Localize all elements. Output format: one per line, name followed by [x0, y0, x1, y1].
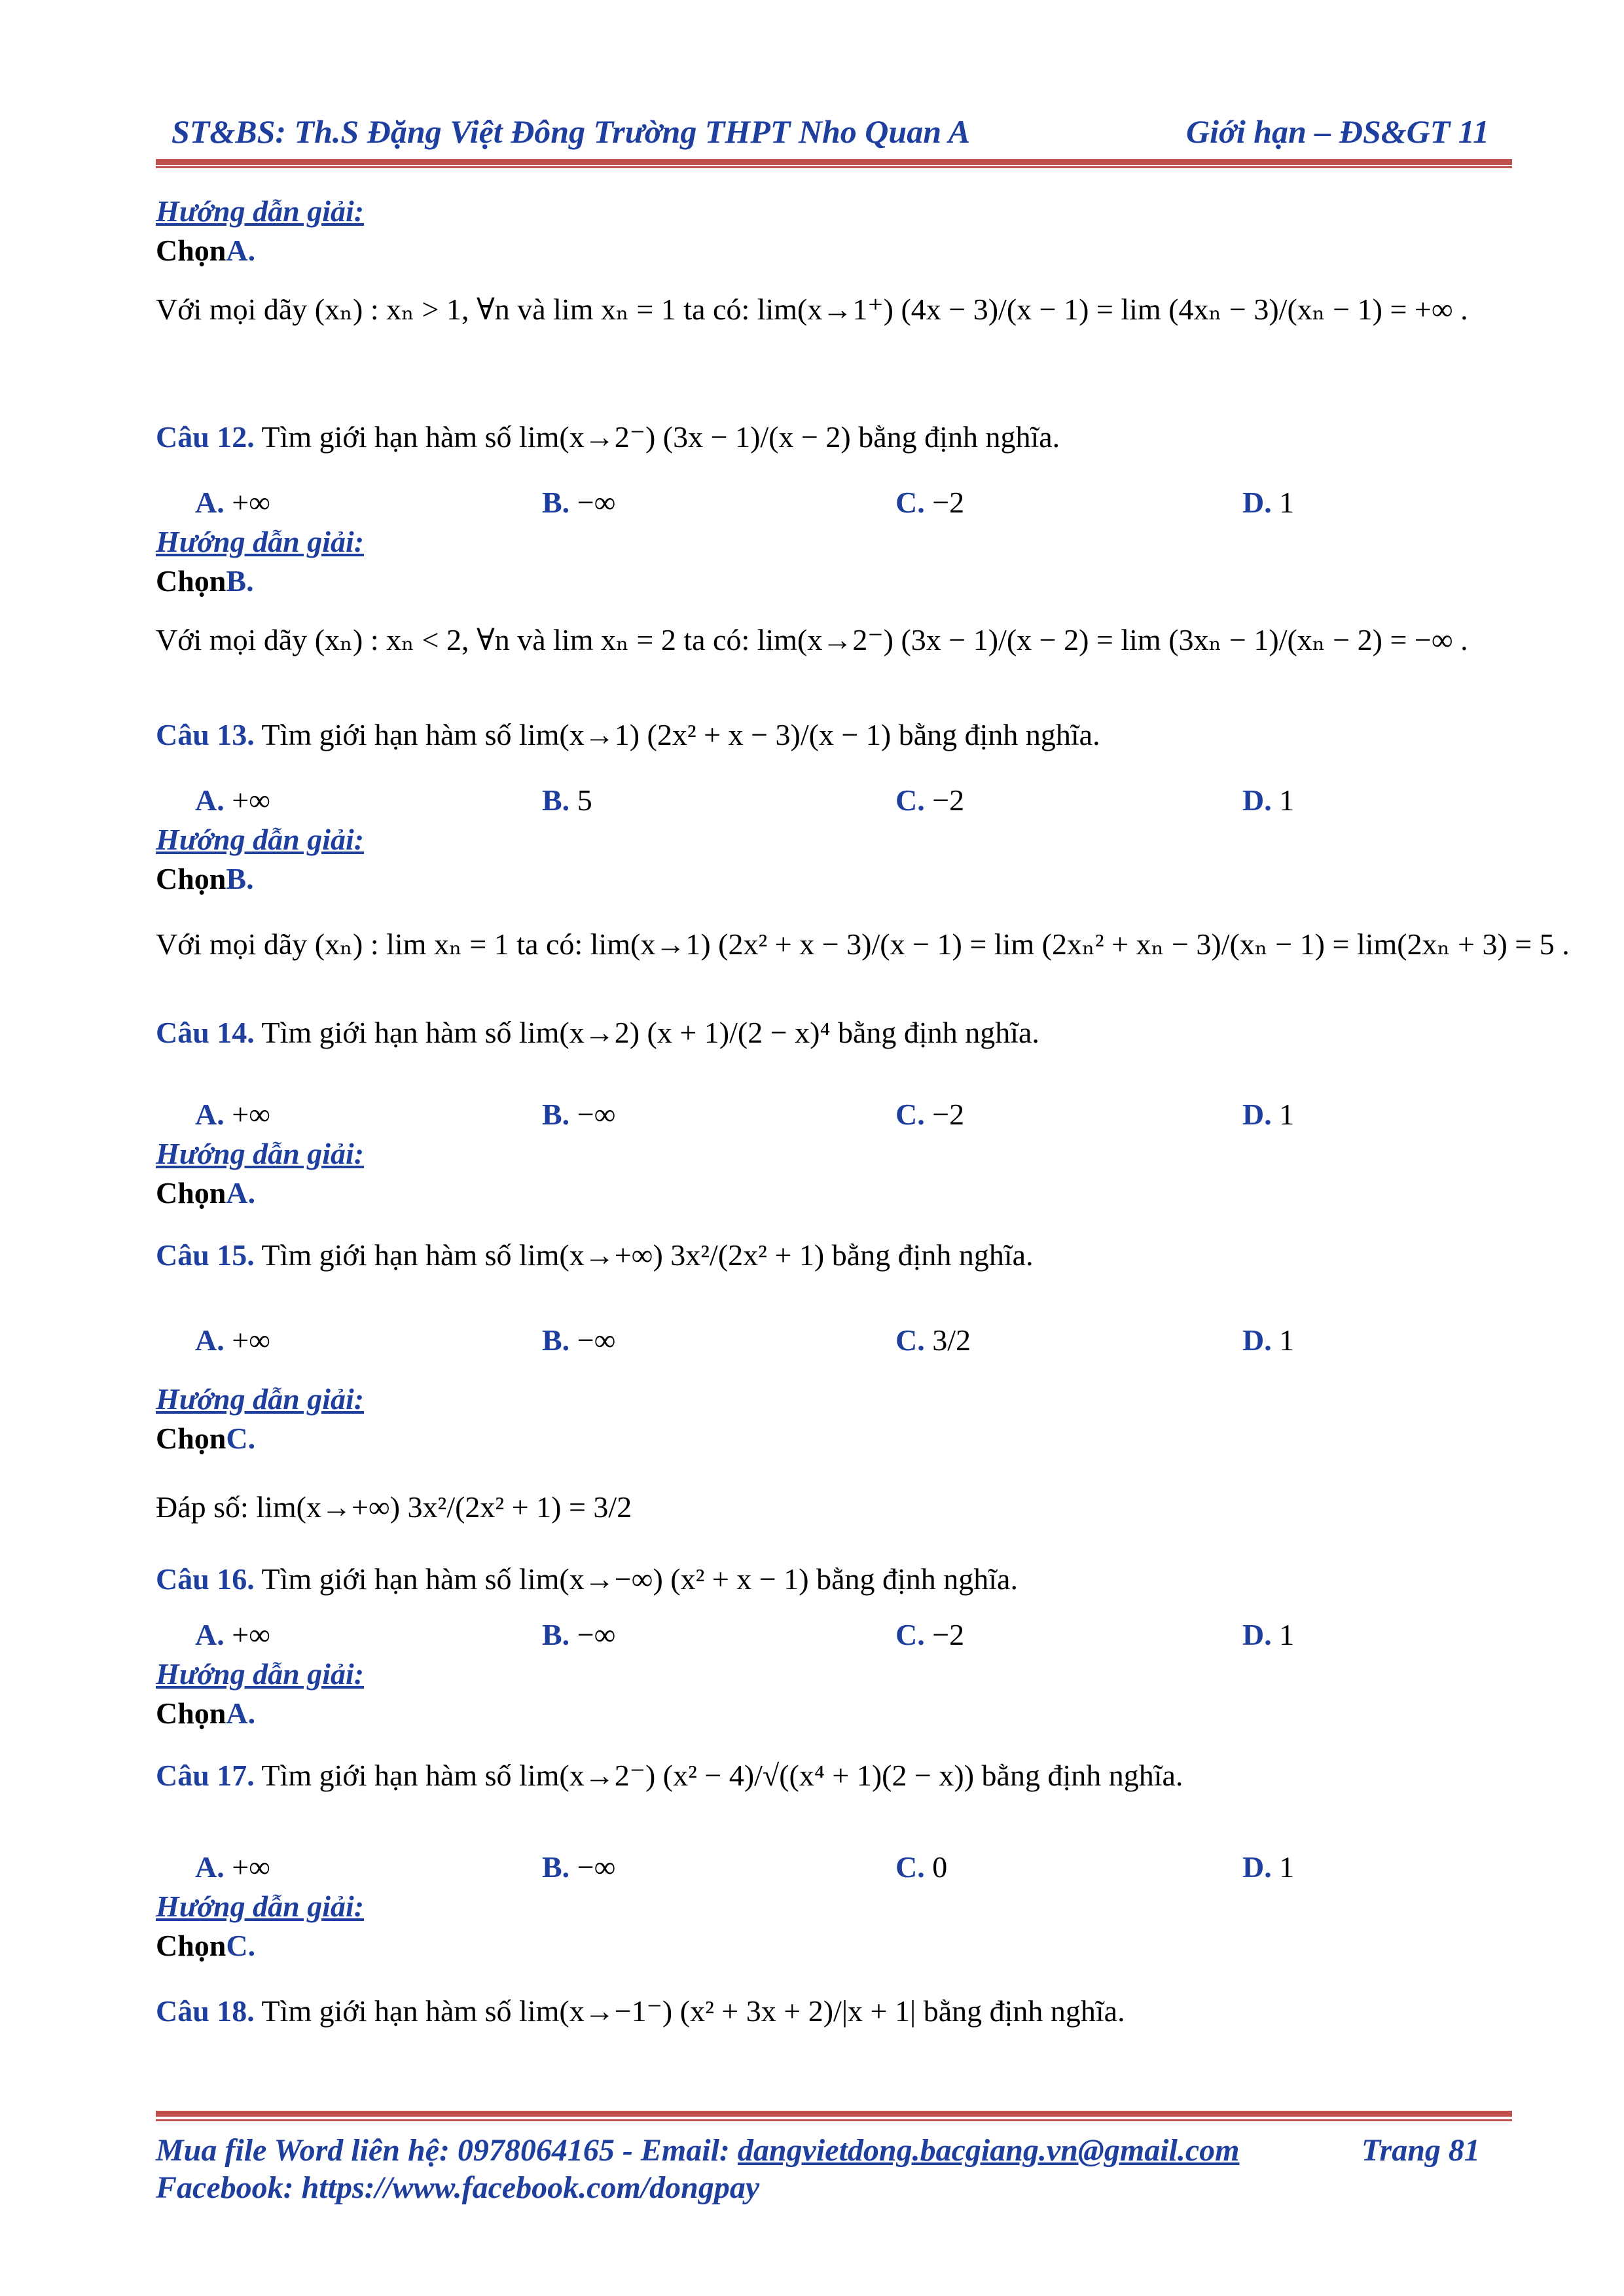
option-d: D. 1 — [1242, 783, 1295, 817]
page-number: Trang 81 — [1362, 2133, 1480, 2168]
option-a: A. +∞ — [195, 1850, 270, 1884]
option-a: A. +∞ — [195, 1618, 270, 1651]
question-13: Câu 13. Tìm giới hạn hàm số lim(x→1) (2x² + x − 3)/(x − 1) bằng định nghĩa. — [156, 718, 1100, 751]
option-c: C. −2 — [895, 486, 965, 519]
question-17: Câu 17. Tìm giới hạn hàm số lim(x→2⁻) (x² − 4)/√((x⁴ + 1)(2 − x)) bằng định nghĩa. — [156, 1759, 1183, 1792]
option-a: A. +∞ — [195, 486, 270, 519]
question-16: Câu 16. Tìm giới hạn hàm số lim(x→−∞) (x² + x − 1) bằng định nghĩa. — [156, 1562, 1018, 1596]
solution-text: Với mọi dãy (xₙ) : xₙ < 2, ∀n và lim xₙ = 2 ta có: lim(x→2⁻) (3x − 1)/(x − 2) = lim (3xₙ − 1)/(xₙ − 2) = −∞ . — [156, 623, 1468, 656]
guide-heading: Hướng dẫn giải: — [156, 1382, 365, 1416]
header-rule-thin — [156, 166, 1512, 168]
solution-text: Với mọi dãy (xₙ) : lim xₙ = 1 ta có: lim(x→1) (2x² + x − 3)/(x − 1) = lim (2xₙ² + xₙ − 3)/(xₙ − 1) = lim(2xₙ + 3) = 5 . — [156, 927, 1570, 961]
footer-rule-thin — [156, 2119, 1512, 2121]
option-b: B. −∞ — [542, 486, 616, 519]
email-link[interactable]: dangvietdong.bacgiang.vn@gmail.com — [737, 2133, 1240, 2168]
question-15: Câu 15. Tìm giới hạn hàm số lim(x→+∞) 3x²/(2x² + 1) bằng định nghĩa. — [156, 1238, 1034, 1272]
question-12: Câu 12. Tìm giới hạn hàm số lim(x→2⁻) (3x − 1)/(x − 2) bằng định nghĩa. — [156, 420, 1060, 454]
guide-heading: Hướng dẫn giải: — [156, 1137, 365, 1170]
choice-line: ChọnA. — [156, 1696, 256, 1730]
footer-facebook[interactable]: Facebook: https://www.facebook.com/dongpay — [156, 2170, 760, 2205]
option-d: D. 1 — [1242, 486, 1295, 519]
question-14: Câu 14. Tìm giới hạn hàm số lim(x→2) (x + 1)/(2 − x)⁴ bằng định nghĩa. — [156, 1016, 1039, 1049]
option-d: D. 1 — [1242, 1850, 1295, 1884]
option-c: C. 3/2 — [895, 1323, 971, 1357]
header-left: ST&BS: Th.S Đặng Việt Đông Trường THPT Nho Quan A — [171, 113, 970, 150]
option-a: A. +∞ — [195, 1323, 270, 1357]
choice-line: ChọnC. — [156, 1422, 256, 1455]
choice-line: ChọnA. — [156, 1176, 256, 1210]
option-b: B. −∞ — [542, 1098, 616, 1131]
guide-heading: Hướng dẫn giải: — [156, 194, 365, 228]
choice-line: ChọnB. — [156, 564, 254, 598]
option-d: D. 1 — [1242, 1323, 1295, 1357]
guide-heading: Hướng dẫn giải: — [156, 1890, 365, 1923]
solution-text: Đáp số: lim(x→+∞) 3x²/(2x² + 1) = 3/2 — [156, 1490, 632, 1524]
option-a: A. +∞ — [195, 1098, 270, 1131]
header-right: Giới hạn – ĐS&GT 11 — [1186, 113, 1490, 150]
choice-line: ChọnC. — [156, 1929, 256, 1962]
option-c: C. −2 — [895, 1098, 965, 1131]
option-a: A. +∞ — [195, 783, 270, 817]
choice-line: ChọnA. — [156, 234, 256, 267]
option-b: B. −∞ — [542, 1850, 616, 1884]
solution-text: Với mọi dãy (xₙ) : xₙ > 1, ∀n và lim xₙ = 1 ta có: lim(x→1⁺) (4x − 3)/(x − 1) = lim (4xₙ − 3)/(xₙ − 1) = +∞ . — [156, 293, 1468, 326]
option-b: B. −∞ — [542, 1323, 616, 1357]
option-c: C. −2 — [895, 1618, 965, 1651]
question-18: Câu 18. Tìm giới hạn hàm số lim(x→−1⁻) (x² + 3x + 2)/|x + 1| bằng định nghĩa. — [156, 1994, 1125, 2028]
footer-rule — [156, 2111, 1512, 2117]
option-b: B. −∞ — [542, 1618, 616, 1651]
header-rule — [156, 159, 1512, 165]
option-c: C. 0 — [895, 1850, 948, 1884]
guide-heading: Hướng dẫn giải: — [156, 823, 365, 856]
option-d: D. 1 — [1242, 1618, 1295, 1651]
option-d: D. 1 — [1242, 1098, 1295, 1131]
choice-line: ChọnB. — [156, 862, 254, 895]
option-c: C. −2 — [895, 783, 965, 817]
guide-heading: Hướng dẫn giải: — [156, 1657, 365, 1691]
option-b: B. 5 — [542, 783, 592, 817]
footer-contact: Mua file Word liên hệ: 0978064165 - Email: dangvietdong.bacgiang.vn@gmail.com — [156, 2133, 1240, 2168]
guide-heading: Hướng dẫn giải: — [156, 525, 365, 558]
